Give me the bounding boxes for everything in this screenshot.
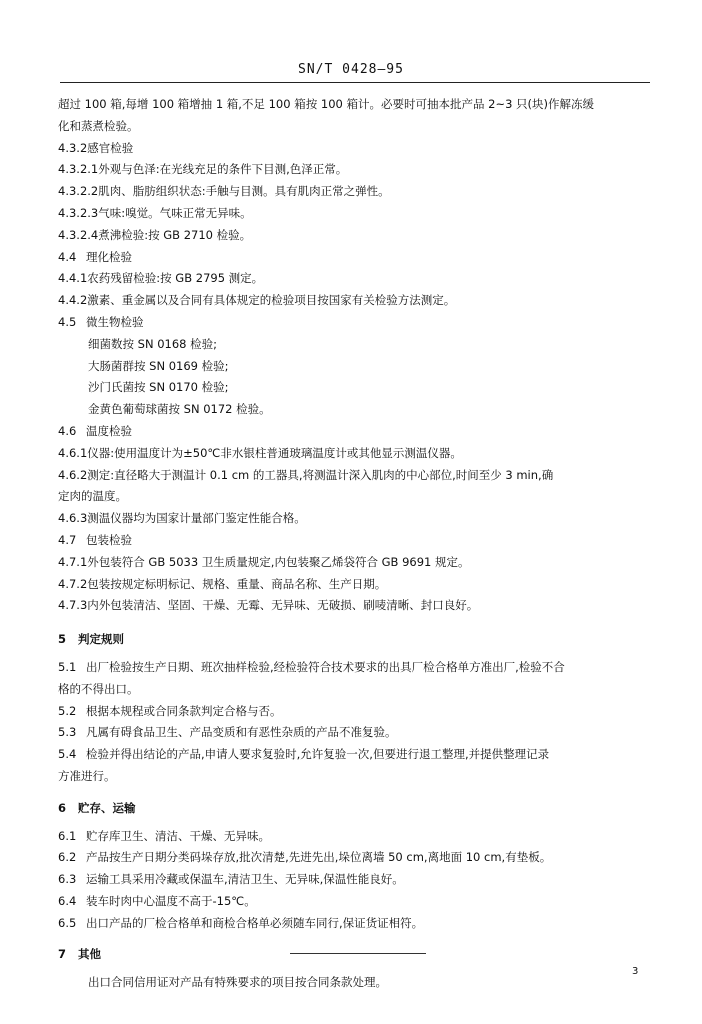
clause-text: 农药残留检验:按 GB 2795 测定。 xyxy=(87,271,264,286)
clause-text: 煮沸检验:按 GB 2710 检验。 xyxy=(98,227,252,242)
clause-line xyxy=(58,94,650,116)
clause-number: 4.6.3 xyxy=(58,511,88,526)
clause-number: 6.4 xyxy=(58,893,77,908)
clause-text: 包装检验 xyxy=(86,532,132,547)
clause-number: 5.2 xyxy=(58,703,77,718)
clause-line xyxy=(58,465,650,487)
clause-line xyxy=(58,508,650,530)
clause-number: 5.1 xyxy=(58,659,77,674)
clause-line xyxy=(58,595,650,617)
clause-line xyxy=(58,744,650,766)
clause-number: 4.7 xyxy=(58,532,77,547)
clause-line xyxy=(58,891,650,913)
clause-number: 4.4.1 xyxy=(58,271,88,286)
clause-line xyxy=(58,443,650,465)
clause-text: 贮存库卫生、清洁、干燥、无异味。 xyxy=(86,828,270,843)
clause-text: 检验并得出结论的产品,申请人要求复验时,允许复验一次,但要进行退工整理,并提供整理记录 xyxy=(86,747,550,762)
clause-text: 超过 100 箱,每增 100 箱增抽 1 箱,不足 100 箱按 100 箱计。必要时可抽本批产品 2~3 只(块)作解冻缓 xyxy=(58,97,595,111)
clause-line xyxy=(58,268,650,290)
clause-text: 激素、重金属以及合同有具体规定的检验项目按国家有关检验方法测定。 xyxy=(87,293,456,308)
clause-line xyxy=(58,334,650,356)
clause-text: 感官检验 xyxy=(87,140,134,155)
document-body xyxy=(58,94,650,994)
clause-line xyxy=(58,377,650,399)
clauses-4 xyxy=(58,94,650,617)
clause-number: 4.3.2.3 xyxy=(58,205,99,220)
clause-line xyxy=(58,701,650,723)
clause-number: 4.3.2.2 xyxy=(58,184,99,199)
clause-number: 4.4.2 xyxy=(58,293,88,308)
clause-number: 4.4 xyxy=(58,249,77,264)
clause-text: 方准进行。 xyxy=(58,768,116,783)
clause-number: 4.6.1 xyxy=(58,445,88,460)
clause-line xyxy=(58,679,650,701)
clause-number: 5.3 xyxy=(58,725,77,740)
clause-line xyxy=(58,225,650,247)
clause-text: 外包装符合 GB 5033 卫生质量规定,内包装聚乙烯袋符合 GB 9691 规定。 xyxy=(87,554,470,569)
clause-text: 运输工具采用冷藏或保温车,清洁卫生、无异味,保温性能良好。 xyxy=(86,872,404,887)
clause-text: 气味:嗅觉。气味正常无异味。 xyxy=(98,205,252,220)
section-title: 贮存、运输 xyxy=(78,800,136,815)
section-title: 其他 xyxy=(78,947,101,962)
clause-line xyxy=(58,722,650,744)
clause-text: 理化检验 xyxy=(86,249,132,264)
clause-number: 6.5 xyxy=(58,915,77,930)
clause-text: 出厂检验按生产日期、班次抽样检验,经检验符合技术要求的出具厂检合格单方准出厂,检验不合 xyxy=(86,659,565,674)
clause-text: 外观与色泽:在光线充足的条件下目测,色泽正常。 xyxy=(98,162,348,177)
clause-number: 4.7.3 xyxy=(58,598,88,613)
clause-line xyxy=(58,486,650,508)
clause-text: 肌肉、脂肪组织状态:手触与目测。具有肌肉正常之弹性。 xyxy=(98,184,390,199)
clause-text: 根据本规程或合同条款判定合格与否。 xyxy=(86,703,282,718)
section-7-heading xyxy=(58,944,650,966)
clause-text: 包装按规定标明标记、规格、重量、商品名称、生产日期。 xyxy=(87,576,387,591)
section-number: 7 xyxy=(58,947,67,962)
page-number: 3 xyxy=(632,966,639,977)
section-6-heading xyxy=(58,798,650,820)
clause-line xyxy=(58,312,650,334)
clause-number: 4.5 xyxy=(58,314,77,329)
clause-number: 4.3.2 xyxy=(58,140,88,155)
clause-number: 4.3.2.1 xyxy=(58,162,99,177)
clause-number: 4.7.1 xyxy=(58,554,88,569)
clause-line xyxy=(58,181,650,203)
clause-number: 6.1 xyxy=(58,828,77,843)
section-number: 5 xyxy=(58,632,67,647)
clause-line xyxy=(58,530,650,552)
section-number: 6 xyxy=(58,800,67,815)
clause-number: 4.3.2.4 xyxy=(58,227,99,242)
clause-text: 出口产品的厂检合格单和商检合格单必须随车同行,保证货证相符。 xyxy=(86,915,424,930)
clause-text: 出口合同信用证对产品有特殊要求的项目按合同条款处理。 xyxy=(88,975,387,990)
clause-line xyxy=(58,421,650,443)
clause-text: 化和蒸煮检验。 xyxy=(58,118,139,133)
header-rule xyxy=(60,82,650,83)
clause-line xyxy=(58,972,650,994)
end-rule xyxy=(290,953,426,954)
clauses-7 xyxy=(58,972,650,994)
clause-number: 6.2 xyxy=(58,850,77,865)
clause-text: 产品按生产日期分类码垛存放,批次清楚,先进先出,垛位离墙 50 cm,离地面 10 cm,有垫板。 xyxy=(86,850,552,865)
clause-text: 细菌数按 SN 0168 检验; xyxy=(88,336,218,351)
section-title: 判定规则 xyxy=(78,632,124,647)
clause-number: 5.4 xyxy=(58,747,77,762)
clause-number: 4.7.2 xyxy=(58,576,88,591)
clauses-5 xyxy=(58,657,650,788)
clause-text: 仪器:使用温度计为±50℃非水银柱普通玻璃温度计或其他显示测温仪器。 xyxy=(87,445,462,460)
clause-line xyxy=(58,159,650,181)
clause-line xyxy=(58,203,650,225)
clause-line xyxy=(58,657,650,679)
clause-line xyxy=(58,826,650,848)
clause-text: 金黄色葡萄球菌按 SN 0172 检验。 xyxy=(88,402,271,417)
clause-text: 内外包装清洁、坚固、干燥、无霉、无异味、无破损、刷唛清晰、封口良好。 xyxy=(87,598,479,613)
clause-text: 定肉的温度。 xyxy=(58,489,127,504)
clause-text: 格的不得出口。 xyxy=(58,681,139,696)
clause-line xyxy=(58,247,650,269)
clause-line xyxy=(58,290,650,312)
clauses-6 xyxy=(58,826,650,935)
clause-line xyxy=(58,356,650,378)
clause-line xyxy=(58,116,650,138)
clause-text: 沙门氏菌按 SN 0170 检验; xyxy=(88,380,229,395)
clause-text: 微生物检验 xyxy=(86,314,144,329)
clause-text: 装车时肉中心温度不高于-15℃。 xyxy=(86,893,256,908)
clause-number: 6.3 xyxy=(58,872,77,887)
clause-text: 大肠菌群按 SN 0169 检验; xyxy=(88,358,229,373)
clause-line xyxy=(58,847,650,869)
clause-line xyxy=(58,552,650,574)
clause-text: 测定:直径略大于测温计 0.1 cm 的工器具,将测温计深入肌肉的中心部位,时间至少 3 min,确 xyxy=(87,467,554,482)
clause-number: 4.6 xyxy=(58,423,77,438)
clause-line xyxy=(58,574,650,596)
clause-line xyxy=(58,913,650,935)
clause-text: 温度检验 xyxy=(86,423,132,438)
clause-line xyxy=(58,766,650,788)
clause-text: 凡属有碍食品卫生、产品变质和有恶性杂质的产品不准复验。 xyxy=(86,725,397,740)
standard-code: SN/T 0428—95 xyxy=(298,62,404,77)
clause-line xyxy=(58,138,650,160)
clause-line xyxy=(58,399,650,421)
section-5-heading xyxy=(58,629,650,651)
clause-number: 4.6.2 xyxy=(58,467,88,482)
clause-text: 测温仪器均为国家计量部门鉴定性能合格。 xyxy=(87,511,306,526)
clause-line xyxy=(58,869,650,891)
